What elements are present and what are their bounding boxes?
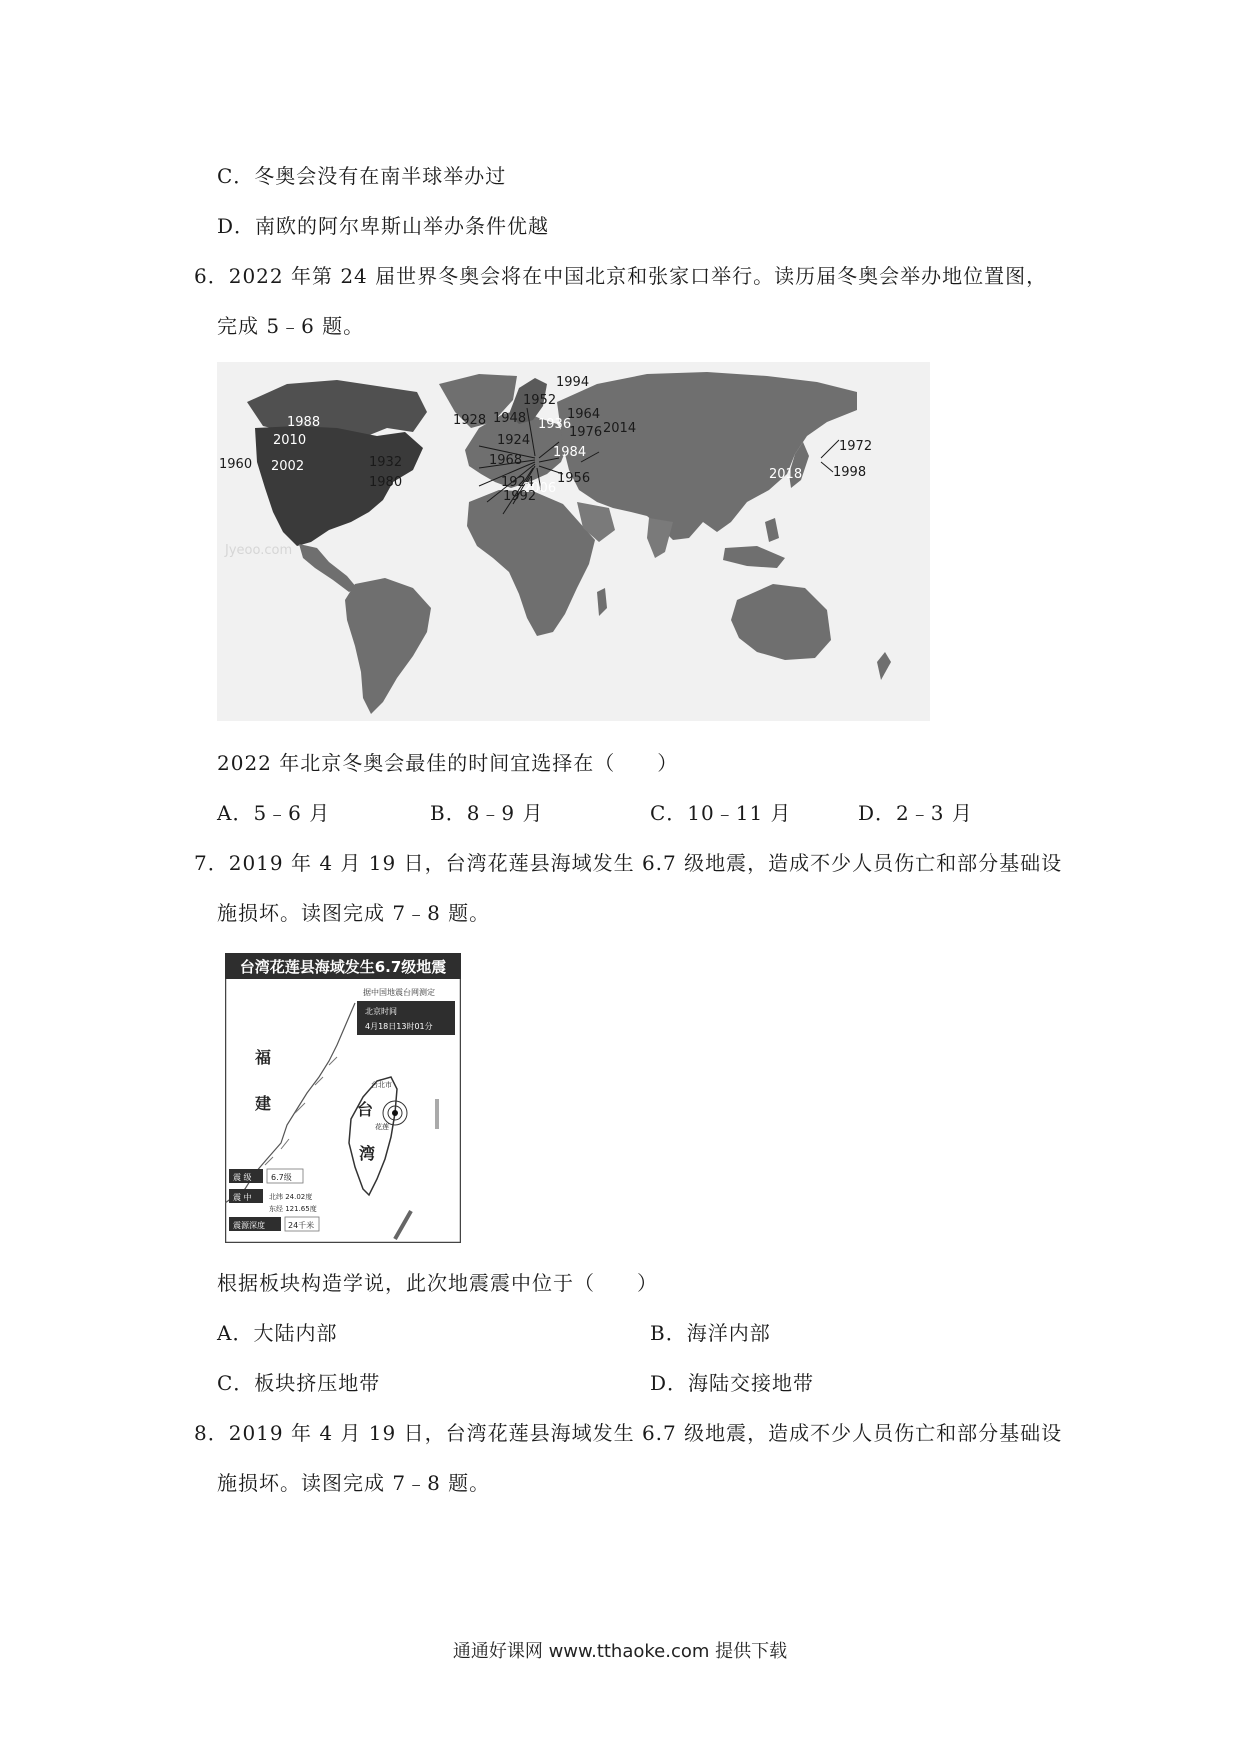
winter-olympics-world-map bbox=[217, 362, 930, 721]
q7-question: 根据板块构造学说，此次地震震中位于（ ） bbox=[217, 1271, 658, 1295]
taiwan-earthquake-map bbox=[225, 953, 461, 1243]
epicenter-label: 震 中 bbox=[233, 1193, 252, 1202]
q8-stem-line1: 8．2019 年 4 月 19 日，台湾花莲县海域发生 6.7 级地震，造成不少人员伤亡和部分基础设 bbox=[194, 1421, 1063, 1445]
year-1988: 1988 bbox=[287, 415, 321, 430]
year-1976: 1976 bbox=[569, 425, 603, 440]
q6-option-c: C．10﹣11 月 bbox=[650, 801, 792, 825]
year-1984: 1984 bbox=[553, 445, 587, 460]
year-1964: 1964 bbox=[567, 407, 601, 422]
q6-option-d: D．2﹣3 月 bbox=[858, 801, 973, 825]
q6-question: 2022 年北京冬奥会最佳的时间宜选择在（ ） bbox=[217, 751, 679, 775]
q7-stem-line1: 7．2019 年 4 月 19 日，台湾花莲县海域发生 6.7 级地震，造成不少人员伤亡和部分基础设 bbox=[194, 851, 1063, 875]
label-taipei: 台北市 bbox=[371, 1081, 392, 1089]
year-1924-b: 1924 bbox=[501, 475, 535, 490]
year-1952: 1952 bbox=[523, 393, 557, 408]
year-1998: 1998 bbox=[833, 465, 867, 480]
q7-option-a: A．大陆内部 bbox=[217, 1321, 338, 1345]
year-1980: 1980 bbox=[369, 475, 403, 490]
year-1948: 1948 bbox=[493, 411, 527, 426]
magnitude-value: 6.7级 bbox=[271, 1173, 292, 1182]
year-2002: 2002 bbox=[271, 459, 305, 474]
year-1928: 1928 bbox=[453, 413, 487, 428]
year-1994: 1994 bbox=[556, 375, 590, 390]
q6-option-a: A．5﹣6 月 bbox=[217, 801, 331, 825]
year-1956: 1956 bbox=[557, 471, 591, 486]
year-1972: 1972 bbox=[839, 439, 873, 454]
year-1936: 1936 bbox=[538, 417, 572, 432]
q8-stem-line2: 施损坏。读图完成 7﹣8 题。 bbox=[217, 1471, 491, 1495]
depth-label: 震源深度 bbox=[233, 1221, 265, 1230]
time-label: 北京时间 bbox=[365, 1007, 397, 1016]
magnitude-label: 震 级 bbox=[233, 1173, 252, 1182]
depth-value: 24千米 bbox=[288, 1221, 315, 1230]
year-2010: 2010 bbox=[273, 433, 307, 448]
q5-option-d: D．南欧的阿尔卑斯山举办条件优越 bbox=[217, 214, 550, 238]
map-source: 据中国地震台网测定 bbox=[363, 988, 435, 997]
year-1932: 1932 bbox=[369, 455, 403, 470]
q6-stem-line2: 完成 5﹣6 题。 bbox=[217, 314, 365, 338]
q7-option-b: B．海洋内部 bbox=[650, 1321, 771, 1345]
year-2006: 2006 bbox=[523, 481, 557, 496]
time-value: 4月18日13时01分 bbox=[365, 1022, 433, 1031]
q7-option-c: C．板块挤压地带 bbox=[217, 1371, 381, 1395]
q6-option-b: B．8﹣9 月 bbox=[430, 801, 544, 825]
q7-option-d: D．海陆交接地带 bbox=[650, 1371, 815, 1395]
map-watermark: Jyeoo.com bbox=[225, 543, 293, 558]
label-jian: 建 bbox=[255, 1094, 272, 1113]
epicenter-lon: 东经 121.65度 bbox=[269, 1205, 317, 1213]
label-tai: 台 bbox=[357, 1100, 374, 1119]
year-1992: 1992 bbox=[503, 489, 537, 504]
label-wan: 湾 bbox=[359, 1144, 376, 1163]
q5-option-c: C．冬奥会没有在南半球举办过 bbox=[217, 164, 507, 188]
label-hualien: 花莲 bbox=[375, 1123, 389, 1131]
epicenter-lat: 北纬 24.02度 bbox=[269, 1193, 313, 1201]
scale-mark bbox=[435, 1099, 439, 1129]
year-1960: 1960 bbox=[219, 457, 253, 472]
map-title: 台湾花莲县海域发生6.7级地震 bbox=[239, 958, 447, 976]
year-2014: 2014 bbox=[603, 421, 637, 436]
year-1968: 1968 bbox=[489, 453, 523, 468]
label-fu: 福 bbox=[255, 1048, 272, 1067]
q6-stem-line1: 6．2022 年第 24 届世界冬奥会将在中国北京和张家口举行。读历届冬奥会举办地位置图， bbox=[194, 264, 1048, 288]
q7-stem-line2: 施损坏。读图完成 7﹣8 题。 bbox=[217, 901, 491, 925]
year-1924-a: 1924 bbox=[497, 433, 531, 448]
page-footer: 通通好课网 www.tthaoke.com 提供下载 bbox=[452, 1641, 788, 1662]
year-2018: 2018 bbox=[769, 467, 803, 482]
